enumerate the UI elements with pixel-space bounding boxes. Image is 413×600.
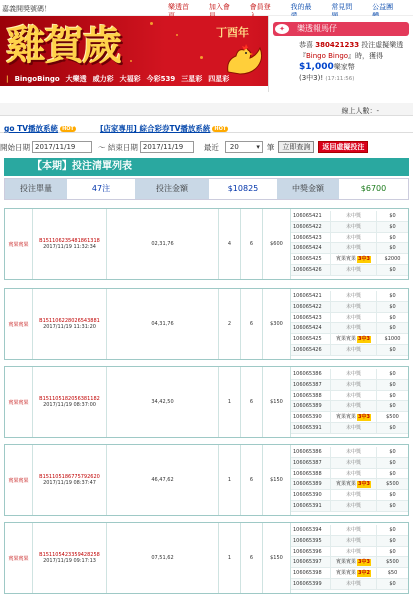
bet-order-id[interactable]: B151105186775792620 (39, 474, 100, 480)
megaphone-icon: ✦ (275, 24, 289, 34)
draw-row (291, 458, 408, 469)
bet-stars: 4 (219, 209, 241, 279)
unit-label: 筆 (266, 142, 275, 152)
start-date-label: 開始日期 (0, 142, 30, 152)
bet-numbers: 46,47,62 (107, 445, 219, 515)
draw-prize: $0 (389, 548, 396, 555)
draw-status-label: 賓果賓果 (336, 414, 357, 421)
bet-game-name: 賓果賓果 (5, 209, 33, 279)
draw-status-label: 未中獎 (345, 548, 361, 555)
draw-row (291, 469, 408, 480)
bet-amount: $600 (263, 209, 291, 279)
draw-prize: $0 (389, 537, 396, 544)
bet-order-cell (33, 523, 107, 593)
recent-count-select[interactable]: 20 ▾ (225, 141, 263, 153)
bet-amount: $150 (263, 523, 291, 593)
draw-prize: $1000 (384, 336, 401, 343)
draw-status (331, 380, 377, 390)
promo-text: 恭喜 (299, 41, 313, 49)
bet-periods: 6 (241, 289, 263, 359)
hit-badge: 3中3 (358, 414, 370, 421)
game-nav-bingo[interactable]: BingoBingo (14, 75, 60, 83)
draw-row (291, 334, 408, 345)
bet-block (4, 522, 409, 594)
hit-badge: 3中3 (358, 481, 370, 488)
draw-status-label: 未中獎 (345, 314, 361, 321)
draw-prize: $0 (389, 371, 396, 377)
draw-prize: $500 (386, 414, 399, 421)
bet-periods: 6 (241, 367, 263, 437)
draw-status (331, 369, 377, 379)
draw-status-label: 未中獎 (345, 537, 361, 544)
bet-periods: 6 (241, 209, 263, 279)
draw-number: 106065397 (291, 557, 331, 567)
draw-row (291, 557, 408, 568)
bet-numbers: 07,51,62 (107, 523, 219, 593)
draw-status (331, 222, 377, 232)
hit-badge: 3中3 (358, 336, 370, 343)
draw-number: 106065395 (291, 536, 331, 546)
game-nav-3star[interactable]: 三星彩 (181, 75, 203, 83)
draw-status-label: 賓果賓果 (336, 336, 357, 343)
tv-links-row (0, 121, 413, 133)
draw-status (331, 568, 377, 578)
draw-prize: $0 (389, 392, 396, 399)
draw-status-label: 未中獎 (345, 459, 361, 466)
draw-status-label: 未中獎 (345, 403, 361, 410)
hot-badge: HOT (62, 126, 74, 132)
draw-row (291, 412, 408, 423)
draw-prize: $500 (386, 559, 399, 566)
draw-status (331, 233, 377, 243)
greeting-text: 嘉義開獎號碼！ (2, 5, 51, 13)
draw-status-label: 賓果賓果 (336, 481, 357, 488)
draw-status-label: 未中獎 (345, 527, 361, 533)
draw-status-label: 未中獎 (345, 492, 361, 499)
promo-body (299, 40, 411, 85)
draw-prize: $0 (389, 303, 396, 310)
date-filter (0, 140, 413, 154)
draw-status-label: 未中獎 (345, 213, 361, 219)
draw-status (331, 501, 377, 511)
draw-number: 106065421 (291, 291, 331, 301)
draw-status-label: 未中獎 (345, 449, 361, 455)
bet-game-name: 賓果賓果 (5, 445, 33, 515)
draw-status (331, 313, 377, 323)
draw-prize: $0 (389, 527, 396, 533)
bet-time: 2017/11/19 08:37:00 (43, 402, 96, 408)
draw-number: 106065389 (291, 479, 331, 489)
draw-status (331, 458, 377, 468)
draw-prize: $0 (389, 502, 396, 509)
draw-status (331, 423, 377, 433)
draw-status (331, 254, 377, 264)
draw-status-label: 賓果賓果 (336, 256, 357, 263)
draw-row (291, 369, 408, 380)
draw-row (291, 525, 408, 536)
promo-cash: $1,000 (299, 62, 334, 72)
draw-number: 106065390 (291, 490, 331, 500)
online-count-label: 線上人數：- (341, 107, 379, 115)
draw-number: 106065398 (291, 568, 331, 578)
win-amount-value: $6700 (339, 179, 408, 199)
draw-row (291, 547, 408, 558)
promo-time: (17:11:56) (325, 76, 355, 82)
draw-status-label: 未中獎 (345, 234, 361, 241)
promo-text: 』時，獲得 (348, 52, 384, 60)
draw-row (291, 423, 408, 434)
draw-status (331, 345, 377, 355)
draw-status-label: 未中獎 (345, 470, 361, 477)
draw-number: 106065423 (291, 233, 331, 243)
draw-number: 106065424 (291, 323, 331, 333)
bet-game-name: 賓果賓果 (5, 289, 33, 359)
section-title: 【本期】投注清單列表 (4, 158, 409, 176)
year-label: 丁酉年 (216, 26, 249, 39)
draw-status (331, 334, 377, 344)
end-date-label: ～ 結束日期 (98, 142, 138, 152)
promo-box (268, 16, 413, 92)
draw-results (291, 211, 408, 276)
draw-prize: $0 (389, 325, 396, 332)
draw-prize: $0 (389, 346, 396, 353)
draw-status (331, 412, 377, 422)
hit-badge: 3中3 (358, 256, 370, 263)
draw-number: 106065422 (291, 222, 331, 232)
bet-amount-value: $10825 (209, 179, 277, 199)
draw-number: 106065387 (291, 458, 331, 468)
nav-faq[interactable]: 常見問 (331, 3, 358, 22)
draw-row (291, 211, 408, 222)
nav-join-member[interactable]: 加入會 (209, 3, 236, 22)
bet-stars: 1 (219, 445, 241, 515)
game-nav-power[interactable]: 威力彩 (92, 75, 114, 83)
draw-prize: $0 (389, 459, 396, 466)
draw-status (331, 265, 377, 275)
draw-results (291, 447, 408, 512)
bet-order-cell (33, 445, 107, 515)
bet-amount: $300 (263, 289, 291, 359)
bet-block (4, 208, 409, 280)
draw-status (331, 401, 377, 411)
bet-amount: $150 (263, 367, 291, 437)
draw-prize: $0 (389, 424, 396, 431)
draw-row (291, 391, 408, 402)
promo-bet: (3中3)! (299, 74, 324, 82)
draw-number: 106065389 (291, 401, 331, 411)
draw-status-label: 未中獎 (345, 293, 361, 299)
draw-row (291, 380, 408, 391)
draw-status (331, 557, 377, 567)
store-tv-link-label: [店家專用] 綜合彩券TV播放系統 (100, 124, 211, 133)
draw-row (291, 222, 408, 233)
bet-block (4, 366, 409, 438)
draw-row (291, 291, 408, 302)
draw-prize: $0 (389, 245, 396, 252)
draw-status (331, 536, 377, 546)
promo-title: 樂透報馬仔 (273, 22, 409, 36)
draw-number: 106065388 (291, 391, 331, 401)
draw-row (291, 254, 408, 265)
draw-row (291, 323, 408, 334)
draw-row (291, 490, 408, 501)
draw-row (291, 265, 408, 276)
top-bar (0, 0, 413, 16)
draw-prize: $0 (389, 314, 396, 321)
draw-status-label: 未中獎 (345, 502, 361, 509)
hit-badge: 3中3 (358, 559, 370, 566)
draw-number: 106065424 (291, 243, 331, 253)
draw-number: 106065386 (291, 369, 331, 379)
draw-status-label: 未中獎 (345, 303, 361, 310)
game-nav-lotto[interactable]: 大樂透 (65, 75, 87, 83)
draw-status-label: 未中獎 (345, 325, 361, 332)
draw-prize: $0 (389, 234, 396, 241)
draw-status (331, 302, 377, 312)
game-nav-539[interactable]: 今彩539 (146, 75, 176, 83)
draw-status-label: 未中獎 (345, 424, 361, 431)
draw-status (331, 479, 377, 489)
bet-numbers: 04,31,76 (107, 289, 219, 359)
draw-number: 106065399 (291, 579, 331, 589)
draw-status (331, 323, 377, 333)
draw-row (291, 579, 408, 590)
bet-time: 2017/11/19 11:32:34 (43, 244, 96, 250)
bet-periods: 6 (241, 523, 263, 593)
hit-badge: 3中2 (358, 570, 370, 577)
draw-prize: $500 (386, 481, 399, 488)
draw-prize: $0 (389, 213, 396, 219)
bet-game-name: 賓果賓果 (5, 523, 33, 593)
draw-number: 106065426 (291, 265, 331, 275)
draw-status (331, 243, 377, 253)
bet-numbers: 34,42,50 (107, 367, 219, 437)
draw-number: 106065387 (291, 380, 331, 390)
draw-number: 106065391 (291, 423, 331, 433)
sparkle-decoration (176, 34, 178, 36)
game-nav (0, 72, 229, 86)
draw-prize: $0 (389, 403, 396, 410)
game-nav-4star[interactable]: 四星彩 (208, 75, 230, 83)
promo-text: 樂家幣 (333, 63, 355, 71)
bet-stars: 2 (219, 289, 241, 359)
bet-amount-label: 投注金額 (135, 179, 209, 199)
draw-status-label: 賓果賓果 (336, 570, 357, 577)
draw-status (331, 547, 377, 557)
draw-status-label: 未中獎 (345, 371, 361, 377)
draw-number: 106065394 (291, 525, 331, 535)
start-date-input[interactable]: 2017/11/19 (32, 141, 92, 153)
draw-prize: $0 (389, 492, 396, 499)
query-button[interactable]: 立即查詢 (278, 141, 314, 153)
draw-prize: $0 (389, 293, 396, 299)
nav-charity[interactable]: 公益團 (372, 3, 399, 22)
draw-row (291, 536, 408, 547)
draw-status (331, 490, 377, 500)
bet-order-id[interactable]: B151106228026543881 (39, 318, 100, 324)
store-tv-system-link[interactable] (100, 123, 228, 134)
bet-order-cell (33, 367, 107, 437)
draw-number: 106065386 (291, 447, 331, 457)
draw-number: 106065422 (291, 302, 331, 312)
draw-status-label: 未中獎 (345, 266, 361, 273)
draw-number: 106065421 (291, 211, 331, 221)
draw-status (331, 211, 377, 221)
draw-status-label: 未中獎 (345, 346, 361, 353)
bet-count-label: 投注單量 (5, 179, 67, 199)
bet-periods: 6 (241, 445, 263, 515)
draw-row (291, 568, 408, 579)
draw-row (291, 233, 408, 244)
draw-results (291, 369, 408, 434)
draw-prize: $0 (389, 266, 396, 273)
draw-status (331, 469, 377, 479)
game-nav-dafu[interactable]: 大福彩 (119, 75, 141, 83)
nav-separator: | (6, 75, 9, 83)
bet-stars: 1 (219, 367, 241, 437)
draw-prize: $2000 (384, 256, 401, 263)
draw-number: 106065388 (291, 469, 331, 479)
draw-status-label: 未中獎 (345, 245, 361, 252)
draw-number: 106065425 (291, 334, 331, 344)
nav-favorites[interactable]: 我的最 (290, 3, 317, 22)
tv-system-link[interactable] (4, 123, 76, 134)
bet-order-cell (33, 289, 107, 359)
bet-stars: 1 (219, 523, 241, 593)
draw-status (331, 291, 377, 301)
draw-status-label: 未中獎 (345, 223, 361, 230)
bet-order-cell (33, 209, 107, 279)
draw-status (331, 447, 377, 457)
draw-status-label: 未中獎 (345, 392, 361, 399)
draw-status (331, 391, 377, 401)
nav-member-login[interactable]: 會員登 (250, 3, 277, 22)
draw-number: 106065426 (291, 345, 331, 355)
bet-numbers: 02,31,76 (107, 209, 219, 279)
nav-lotto-home[interactable]: 樂透首 (168, 3, 195, 22)
draw-prize: $0 (389, 580, 396, 587)
bet-amount: $150 (263, 445, 291, 515)
draw-number: 106065423 (291, 313, 331, 323)
tv-system-link-label: go TV播放系統 (4, 124, 59, 133)
bet-order-id[interactable]: B151106235481861318 (39, 238, 100, 244)
draw-number: 106065391 (291, 501, 331, 511)
draw-row (291, 302, 408, 313)
draw-row (291, 243, 408, 254)
draw-status-label: 未中獎 (345, 381, 361, 388)
bet-order-id[interactable]: B151105423359428258 (39, 552, 100, 558)
online-count-bar (0, 103, 413, 116)
promo-member-id: 380421233 (315, 41, 360, 49)
end-date-input[interactable]: 2017/11/19 (140, 141, 194, 153)
draw-prize: $50 (387, 570, 398, 577)
draw-number: 106065396 (291, 547, 331, 557)
recent-label: 最近 (203, 142, 219, 152)
sparkle-decoration (130, 60, 132, 62)
back-to-virtual-bet-button[interactable]: 返回虛擬投注 (318, 141, 368, 153)
bet-block (4, 288, 409, 360)
draw-prize: $0 (389, 470, 396, 477)
bet-summary (4, 178, 409, 200)
bet-time: 2017/11/19 09:17:13 (43, 558, 96, 564)
bet-time: 2017/11/19 08:37:47 (43, 480, 96, 486)
bet-game-name: 賓果賓果 (5, 367, 33, 437)
draw-row (291, 345, 408, 356)
draw-number: 106065425 (291, 254, 331, 264)
draw-row (291, 501, 408, 512)
bet-order-id[interactable]: B151105182056381182 (39, 396, 100, 402)
promo-game: Bingo Bingo (306, 52, 349, 60)
draw-row (291, 313, 408, 324)
draw-row (291, 447, 408, 458)
draw-status-label: 未中獎 (345, 580, 361, 587)
promo-text: 投注虛擬樂透『 (299, 41, 404, 60)
draw-prize: $0 (389, 223, 396, 230)
sparkle-decoration (200, 56, 203, 59)
bet-block (4, 444, 409, 516)
draw-prize: $0 (389, 381, 396, 388)
win-amount-label: 中獎金額 (277, 179, 339, 199)
bet-count-value: 47注 (67, 179, 135, 199)
draw-results (291, 291, 408, 356)
draw-prize: $0 (389, 449, 396, 455)
draw-results (291, 525, 408, 590)
draw-status (331, 579, 377, 589)
draw-status-label: 賓果賓果 (336, 559, 357, 566)
hot-badge: HOT (214, 126, 227, 132)
bet-time: 2017/11/19 11:31:20 (43, 324, 96, 330)
draw-status (331, 525, 377, 535)
draw-row (291, 479, 408, 490)
draw-number: 106065390 (291, 412, 331, 422)
sparkle-decoration (150, 22, 153, 25)
draw-row (291, 401, 408, 412)
site-logo[interactable]: 雞賀歲 (6, 22, 120, 69)
